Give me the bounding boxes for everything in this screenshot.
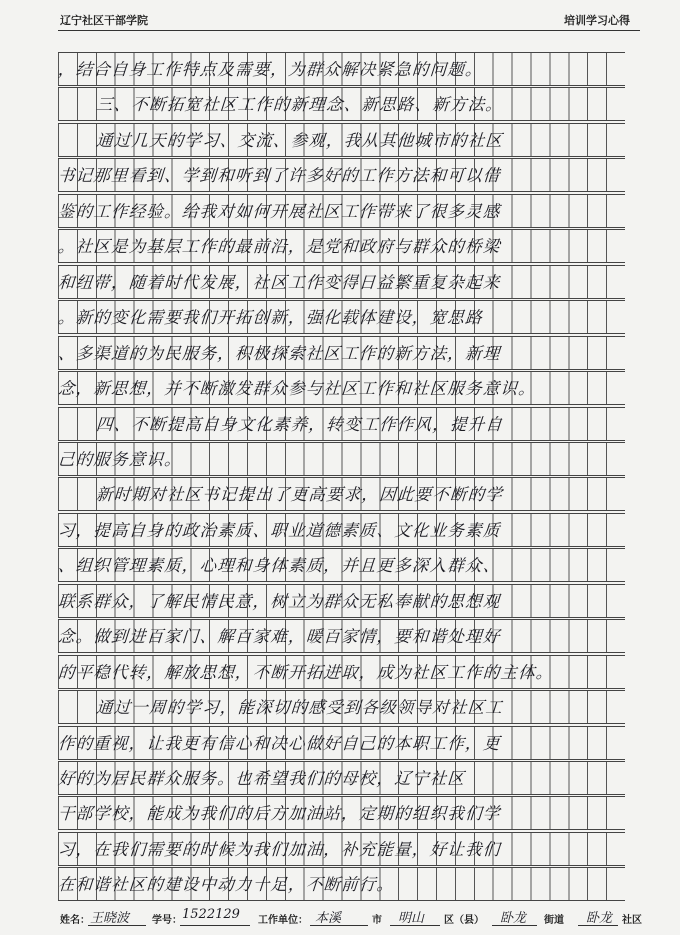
id-underline xyxy=(180,925,250,926)
street-value: 卧龙 xyxy=(500,911,527,926)
college-name: 辽宁社区干部学院 xyxy=(60,14,148,27)
handwritten-line: 三、不断拓宽社区工作的新理念、新思路、新方法。 xyxy=(95,95,504,115)
handwritten-line: 的平稳代转，解放思想，不断开拓进取，成为社区工作的主体。 xyxy=(57,662,555,682)
handwritten-line: 四、不断提高自身文化素养，转变工作作风，提升自 xyxy=(95,414,504,434)
handwritten-line: 念，新思想，并不断激发群众参与社区工作和社区服务意识。 xyxy=(57,379,537,399)
community-unit: 社区 xyxy=(622,915,642,926)
student-info-footer xyxy=(60,903,640,929)
handwritten-line: 好的为居民群众服务。也希望我们的母校，辽宁社区 xyxy=(57,769,466,788)
grid-row xyxy=(58,407,625,441)
handwritten-line: 作的重视，让我更有信心和决心做好自己的本职工作，更 xyxy=(57,733,502,753)
handwritten-line: 联系群众，了解民情民意，树立为群众无私奉献的思想观 xyxy=(57,591,502,611)
grid-row xyxy=(58,300,625,334)
street-underline xyxy=(492,925,537,926)
grid-row xyxy=(58,158,625,192)
handwritten-line: 和纽带，随着时代发展，社区工作变得日益繁重复杂起来 xyxy=(57,272,502,292)
grid-row xyxy=(58,619,625,653)
grid-row xyxy=(58,761,625,795)
grid-row xyxy=(58,371,625,405)
handwritten-line: 在和谐社区的建设中动力十足，不断前行。 xyxy=(57,875,396,895)
grid-row xyxy=(58,548,625,582)
handwritten-line: 。新的变化需要我们开拓创新，强化载体建设，宽思路 xyxy=(57,308,484,328)
grid-row xyxy=(58,690,625,724)
header-rule xyxy=(58,30,640,31)
handwritten-line: 、多渠道的为民服务，积极探索社区工作的新方法，新理 xyxy=(57,343,502,363)
grid-row xyxy=(58,194,625,228)
handwritten-line: 习，在我们需要的时候为我们加油，补充能量，好让我们 xyxy=(57,839,502,859)
city-unit: 市 xyxy=(372,915,382,926)
name-underline xyxy=(88,925,146,926)
city-underline xyxy=(310,925,368,926)
sheet-title: 培训学习心得 xyxy=(564,14,630,27)
grid-row xyxy=(58,832,625,866)
handwritten-line: 通过一周的学习，能深切的感受到各级领导对社区工 xyxy=(95,698,504,718)
handwritten-line: 念。做到进百家门、解百家难，暖百家情，要和谐处理好 xyxy=(57,627,502,647)
grid-row xyxy=(58,867,625,901)
work-unit-label: 工作单位： xyxy=(258,915,308,926)
city-value: 本溪 xyxy=(315,911,342,926)
grid-row xyxy=(58,796,625,830)
grid-row xyxy=(58,87,625,121)
name-label: 姓名： xyxy=(60,915,90,926)
id-label: 学号： xyxy=(152,915,182,926)
grid-row xyxy=(58,442,625,476)
street-unit: 街道 xyxy=(544,915,564,926)
community-underline xyxy=(578,925,618,926)
grid-row xyxy=(58,584,625,618)
district-unit: 区（县） xyxy=(444,915,484,926)
grid-row xyxy=(58,336,625,370)
handwritten-line: 新时期对社区书记提出了更高要求，因此要不断的学 xyxy=(95,485,504,505)
writing-grid xyxy=(58,52,625,902)
handwritten-line: 通过几天的学习、交流、参观，我从其他城市的社区 xyxy=(95,130,504,150)
grid-row xyxy=(58,52,625,86)
handwritten-line: 己的服务意识。 xyxy=(57,449,183,469)
grid-row xyxy=(58,477,625,511)
grid-row xyxy=(58,265,625,299)
handwritten-line: 干部学校，能成为我们的后方加油站，定期的组织我们学 xyxy=(57,804,502,824)
community-value: 卧龙 xyxy=(586,911,613,926)
student-id: 1522129 xyxy=(182,907,240,922)
district-value: 明山 xyxy=(398,911,425,926)
handwritten-line: ，结合自身工作特点及需要，为群众解决紧急的问题。 xyxy=(57,60,484,79)
grid-row xyxy=(58,229,625,263)
handwritten-line: 。社区是为基层工作的最前沿，是党和政府与群众的桥梁 xyxy=(57,237,502,257)
grid-row xyxy=(58,726,625,760)
grid-row xyxy=(58,513,625,547)
student-name: 王晓波 xyxy=(90,911,130,926)
handwritten-line: 、组织管理素质，心理和身体素质，并且更多深入群众、 xyxy=(57,556,502,576)
handwritten-line: 习，提高自身的政治素质、职业道德素质、文化业务素质 xyxy=(57,520,502,540)
grid-row xyxy=(58,123,625,157)
handwritten-line: 书记那里看到、学到和听到了许多好的工作方法和可以借 xyxy=(57,166,502,186)
district-underline xyxy=(390,925,440,926)
handwritten-line: 鉴的工作经验。给我对如何开展社区工作带来了很多灵感 xyxy=(57,201,502,221)
grid-row xyxy=(58,655,625,689)
